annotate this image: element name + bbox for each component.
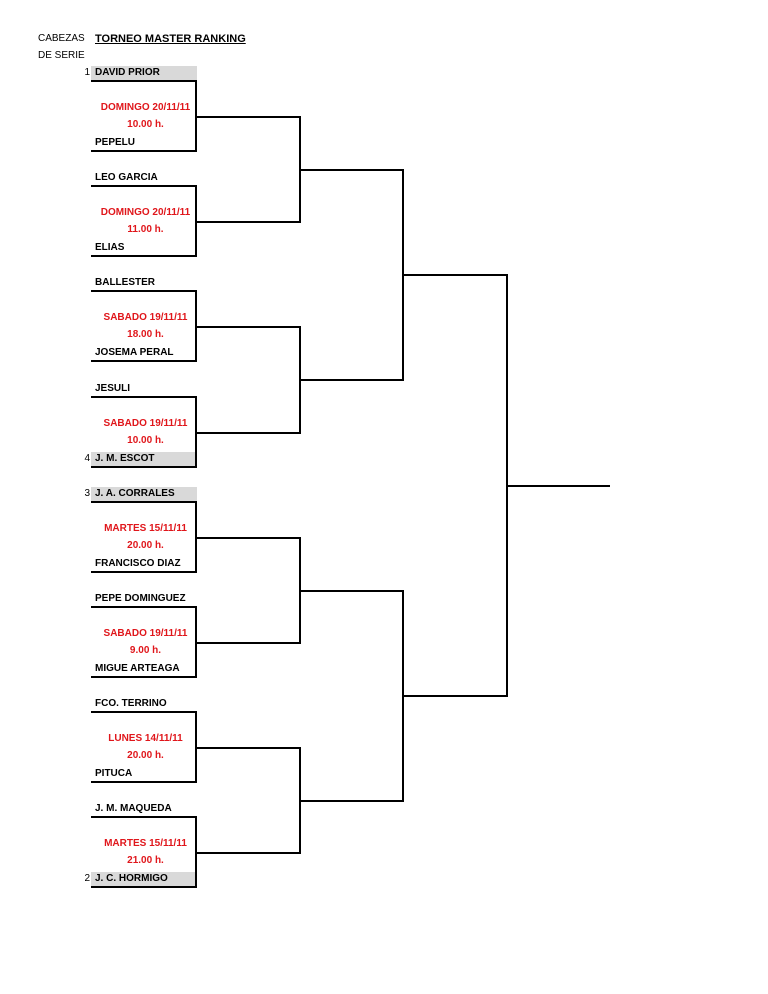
bracket-line [301, 800, 404, 802]
player-name: MIGUE ARTEAGA [95, 663, 180, 674]
match-time: 9.00 h. [129, 645, 162, 656]
player-name: PEPELU [95, 137, 136, 148]
player-name: JESULI [95, 383, 131, 394]
player-name: BALLESTER [95, 277, 155, 288]
seed-number: 4 [84, 453, 90, 464]
match-time: 18.00 h. [127, 329, 164, 340]
bracket-line [301, 590, 404, 592]
player-name: JOSEMA PERAL [95, 347, 174, 358]
match-date: DOMINGO 20/11/11 [100, 102, 191, 113]
match-date: MARTES 15/11/11 [104, 523, 187, 534]
match-time: 10.00 h. [127, 119, 164, 130]
match-date: DOMINGO 20/11/11 [100, 207, 191, 218]
bracket-line [91, 185, 197, 187]
seed-number: 3 [84, 488, 90, 499]
bracket-line [91, 150, 197, 152]
bracket-line [404, 274, 508, 276]
bracket-line [91, 816, 197, 818]
match-date: LUNES 14/11/11 [108, 733, 183, 744]
bracket-line [91, 466, 197, 468]
player-name: LEO GARCIA [95, 172, 158, 183]
seed-number: 2 [84, 873, 90, 884]
bracket-line [91, 360, 197, 362]
bracket-line [91, 886, 197, 888]
page-title: TORNEO MASTER RANKING [95, 33, 246, 45]
match-time: 21.00 h. [127, 855, 164, 866]
bracket-line [197, 432, 301, 434]
bracket-line [91, 781, 197, 783]
match-time: 20.00 h. [127, 750, 164, 761]
bracket-line [91, 255, 197, 257]
player-name: J. M. MAQUEDA [95, 803, 172, 814]
seeds-header-line2: DE SERIE [38, 50, 85, 61]
bracket-line [197, 116, 301, 118]
bracket-line [91, 396, 197, 398]
bracket-line [91, 711, 197, 713]
bracket-line [404, 695, 508, 697]
bracket-line [197, 221, 301, 223]
bracket-line [197, 537, 301, 539]
bracket-line [197, 852, 301, 854]
player-name: DAVID PRIOR [95, 67, 160, 78]
bracket-line [91, 606, 197, 608]
seeds-header-line1: CABEZAS [38, 33, 85, 44]
match-time: 20.00 h. [127, 540, 164, 551]
bracket-line [197, 747, 301, 749]
match-date: SABADO 19/11/11 [103, 312, 188, 323]
bracket-line [301, 169, 404, 171]
player-name: J. M. ESCOT [95, 453, 155, 464]
player-name: FCO. TERRINO [95, 698, 167, 709]
player-name: PITUCA [95, 768, 133, 779]
player-name: J. C. HORMIGO [95, 873, 168, 884]
bracket-line [508, 485, 610, 487]
player-name: FRANCISCO DIAZ [95, 558, 181, 569]
bracket-line [91, 80, 197, 82]
bracket-line [197, 642, 301, 644]
match-date: SABADO 19/11/11 [103, 628, 188, 639]
bracket-line [91, 676, 197, 678]
player-name: PEPE DOMINGUEZ [95, 593, 186, 604]
player-name: ELIAS [95, 242, 125, 253]
bracket-line [91, 290, 197, 292]
bracket-line [91, 501, 197, 503]
player-name: J. A. CORRALES [95, 488, 175, 499]
match-time: 11.00 h. [127, 224, 164, 235]
bracket-line [301, 379, 404, 381]
bracket-line [197, 326, 301, 328]
match-time: 10.00 h. [127, 435, 164, 446]
match-date: SABADO 19/11/11 [103, 418, 188, 429]
seed-number: 1 [84, 67, 90, 78]
bracket-line [91, 571, 197, 573]
match-date: MARTES 15/11/11 [104, 838, 187, 849]
